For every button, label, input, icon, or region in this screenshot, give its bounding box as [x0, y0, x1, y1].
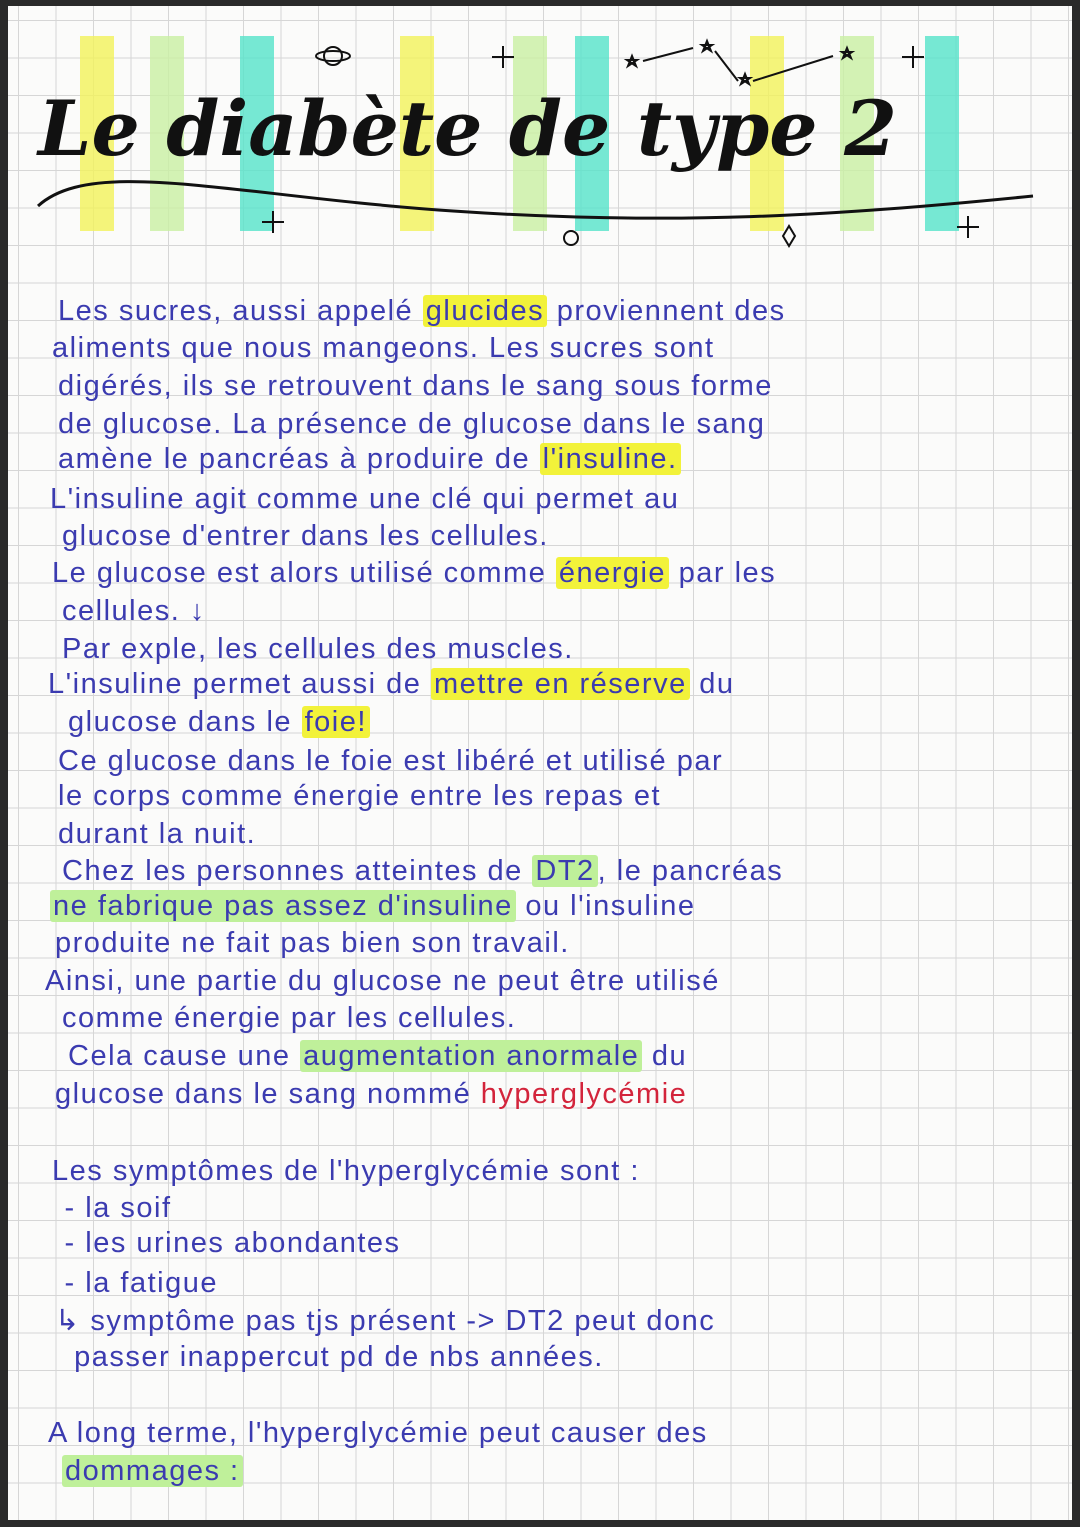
text-segment: Chez les personnes atteintes de [62, 855, 533, 887]
highlighted-term: glucides [423, 295, 547, 327]
text-line [58, 442, 681, 476]
text-line [55, 1191, 172, 1225]
text-line [52, 556, 776, 590]
text-line [45, 964, 720, 998]
text-segment: le corps comme énergie entre les repas et [58, 780, 662, 812]
text-segment: Les sucres, aussi appelé [58, 295, 423, 327]
text-line [52, 331, 715, 365]
text-segment: - les urines abondantes [55, 1227, 401, 1259]
highlighted-term: l'insuline. [540, 443, 681, 475]
text-segment: cellules. ↓ [62, 595, 206, 627]
text-segment: de glucose. La présence de glucose dans le sang [58, 408, 766, 440]
text-line [52, 1154, 640, 1188]
text-segment: L'insuline agit comme une clé qui permet au [50, 483, 680, 515]
text-segment: glucose d'entrer dans les cellules. [62, 520, 549, 552]
text-line [62, 854, 783, 888]
page-title: Le diabète de type 2 [38, 84, 897, 173]
text-line [58, 369, 773, 403]
text-line [55, 926, 570, 960]
highlighted-term: DT2 [532, 855, 597, 887]
text-segment: , le pancréas [597, 855, 784, 887]
text-line [62, 632, 574, 666]
text-segment: durant la nuit. [58, 818, 257, 850]
highlighted-term: foie! [302, 706, 370, 738]
text-line [62, 519, 549, 553]
text-line [58, 407, 765, 441]
text-line [58, 779, 661, 813]
text-segment: Ce glucose dans le foie est libéré et utilisé par [58, 745, 724, 777]
text-segment: du [642, 1040, 688, 1072]
text-line [50, 889, 696, 923]
text-line [55, 1340, 604, 1374]
text-line [62, 1001, 516, 1035]
text-segment: amène le pancréas à produire de [58, 443, 540, 475]
text-line [48, 667, 735, 701]
text-segment: ou l'insuline [515, 890, 696, 922]
text-line [48, 1416, 708, 1450]
text-segment: aliments que nous mangeons. Les sucres sont [52, 332, 715, 364]
text-line [62, 594, 206, 628]
highlighted-term: augmentation anormale [300, 1040, 642, 1072]
text-segment: Les symptômes de l'hyperglycémie sont : [52, 1155, 640, 1187]
text-segment: comme énergie par les cellules. [62, 1002, 517, 1034]
text-line [58, 817, 256, 851]
text-line [58, 744, 723, 778]
highlighted-term: énergie [556, 557, 669, 589]
text-segment: ↳ symptôme pas tjs présent -> DT2 peut donc [55, 1305, 716, 1337]
text-line [55, 1266, 218, 1300]
text-segment: digérés, ils se retrouvent dans le sang sous forme [58, 370, 773, 402]
text-segment: par les [669, 557, 777, 589]
text-segment: glucose dans le sang nommé [55, 1078, 481, 1110]
highlighted-term: mettre en réserve [431, 668, 690, 700]
text-line [55, 1304, 715, 1338]
text-segment: A long terme, l'hyperglycémie peut causer des [48, 1417, 708, 1449]
text-segment: du [689, 668, 735, 700]
text-line [50, 482, 679, 516]
text-segment: Ainsi, une partie du glucose ne peut être utilisé [45, 965, 720, 997]
text-line [68, 1039, 687, 1073]
text-segment: glucose dans le [68, 706, 302, 738]
text-segment: - la soif [55, 1192, 172, 1224]
red-term: hyperglycémie [480, 1078, 688, 1110]
text-line [58, 294, 786, 328]
text-segment: - la fatigue [55, 1267, 218, 1299]
text-line [55, 1226, 401, 1260]
text-line [55, 1077, 687, 1111]
text-segment: proviennent des [547, 295, 786, 327]
text-segment: Par exple, les cellules des muscles. [62, 633, 574, 665]
text-segment: produite ne fait pas bien son travail. [55, 927, 570, 959]
text-segment: L'insuline permet aussi de [48, 668, 431, 700]
text-line [62, 1454, 243, 1488]
text-line [68, 705, 370, 739]
grid-paper-page [8, 6, 1072, 1520]
text-segment: Cela cause une [68, 1040, 301, 1072]
highlighted-term: dommages : [62, 1455, 243, 1487]
highlighted-term: ne fabrique pas assez d'insuline [50, 890, 516, 922]
text-segment: passer inappercut pd de nbs années. [55, 1341, 604, 1373]
text-segment: Le glucose est alors utilisé comme [52, 557, 556, 589]
